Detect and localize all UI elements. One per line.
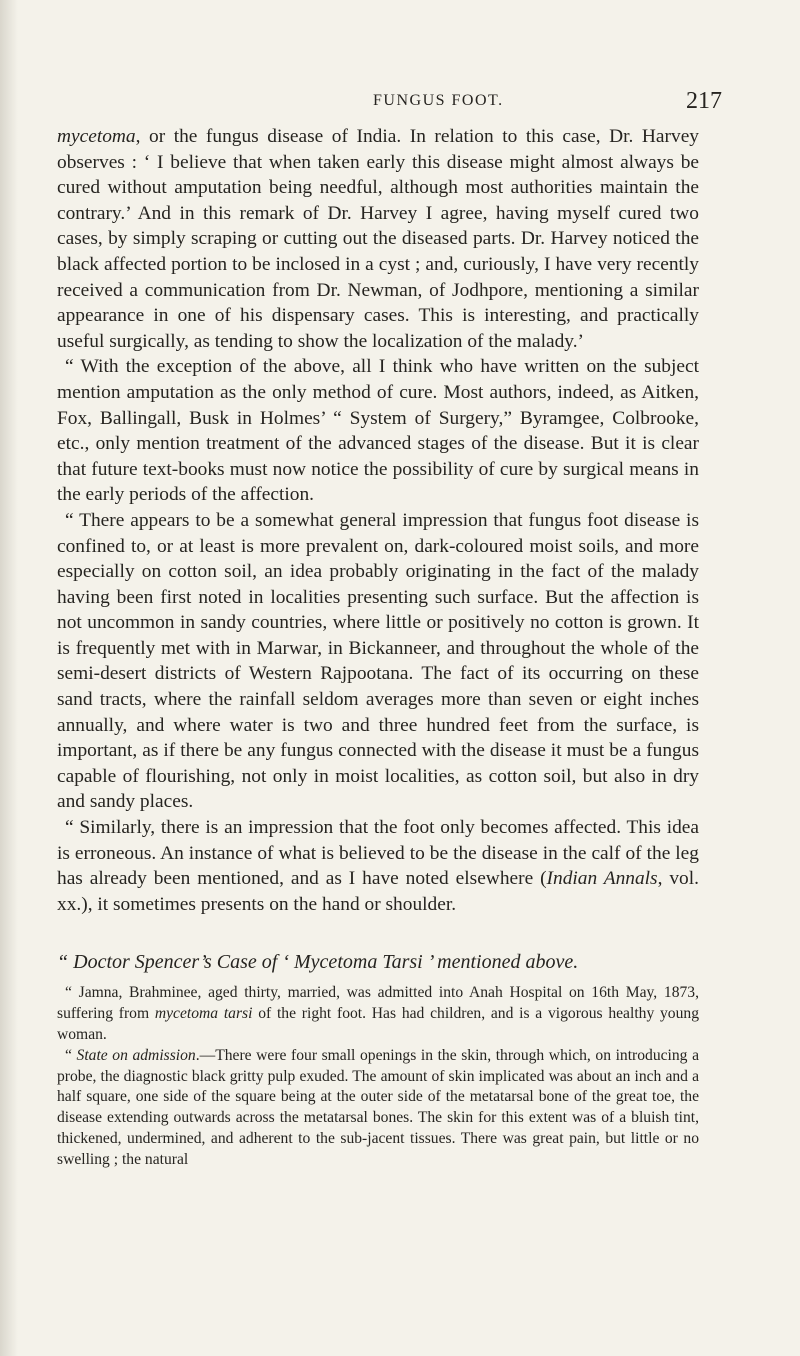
italic-text: mycetoma tarsi xyxy=(154,1005,253,1023)
page-body xyxy=(57,124,699,1171)
italic-text: Indian Annals xyxy=(546,868,658,890)
text-run: of the right foot. Has had children, and is a vigorous healthy young woman. xyxy=(57,1005,699,1043)
text-run: , or the fungus disease of India. In relation to this case, Dr. Harvey observes : ‘ I believe that when taken early this disease might almost always be cured without amputation being needful, although most authorities maintain the contrary.’ And in this remark of Dr. Harvey I agree, having myself cured two cases, by simply scraping or cutting out the diseased parts. Dr. Harvey noticed the black affected portion to be inclosed in a cyst ; and, curiously, I have very recently received a communication from Dr. Newman, of Jodhpore, mentioning a similar appearance in one of his dispensary cases. This is interesting, and practically useful surgically, as tending to show the localization of the malady.’ xyxy=(57,126,699,352)
paragraph xyxy=(57,815,699,917)
page-gutter-shadow xyxy=(0,0,18,1356)
text-run: “ Similarly, there is an impression that the foot only becomes affected. This idea is erroneous. An instance of what is believed to be the disease in the calf of the leg has already been mentioned, and as I have noted elsewhere ( xyxy=(57,817,699,890)
text-run: , vol. xx.), it sometimes presents on the hand or shoulder. xyxy=(57,868,699,915)
case-paragraph xyxy=(57,983,699,1045)
italic-text: mycetoma xyxy=(57,126,136,147)
text-run: “ Jamna, Brahminee, aged thirty, married, was admitted into Anah Hospital on 16th May, 1873, suffering from xyxy=(57,984,699,1023)
text-run: “ There appears to be a somewhat general impression that fungus foot disease is confined to, or at least is more prevalent on, dark-coloured moist soils, and more especially on cotton soil, an idea probably originating in the fact of the malady having been first noted in localities presenting such surface. But the affection is not uncommon in sandy countries, where little or positively no cotton is grown. It is frequently met with in Marwar, in Bickanneer, and throughout the whole of the semi-desert districts of Western Rajpootana. The fact of its occurring on these sand tracts, where the rainfall seldom averages more than seven or eight inches annually, and where water is two and three hundred feet from the surface, is important, as if there be any fungus connected with the disease it must be a fungus capable of flourishing, not only in moist localities, as cotton soil, but also in dry and sandy places. xyxy=(57,509,699,813)
running-title: FUNGUS FOOT. xyxy=(373,92,504,109)
case-paragraph xyxy=(57,1046,699,1171)
italic-text: State on admission xyxy=(76,1046,196,1064)
text-run: “ With the exception of the above, all I think who have written on the subject mention amputation as the only method of cure. Most authors, indeed, as Aitken, Fox, Ballingall, Busk in Holmes’ “ System of Surgery,” Byramgee, Colbrooke, etc., only mention treatment of the advanced stages of the disease. But it is clear that future text-books must now notice the possibility of cure by surgical means in the early periods of the affection. xyxy=(57,356,699,506)
paragraph xyxy=(57,124,699,354)
running-header xyxy=(0,88,800,118)
paragraph xyxy=(57,508,699,815)
text-run: “ xyxy=(65,1046,77,1064)
page-number: 217 xyxy=(686,88,722,114)
paragraph xyxy=(57,354,699,508)
text-run: .—There were four small openings in the skin, through which, on introducing a probe, the diagnostic black gritty pulp exuded. The amount of skin implicated was about an inch and a half square, one side of the square being at the outer side of the metatarsal bone of the great toe, the disease extending outwards across the metatarsal bones. The skin for this extent was of a bluish tint, thickened, undermined, and adherent to the sub-jacent tissues. There was great pain, but little or no swelling ; the natural xyxy=(57,1046,699,1168)
section-heading: “ Doctor Spencer’s Case of ‘ Mycetoma Tarsi ’ mentioned above. xyxy=(57,951,579,974)
